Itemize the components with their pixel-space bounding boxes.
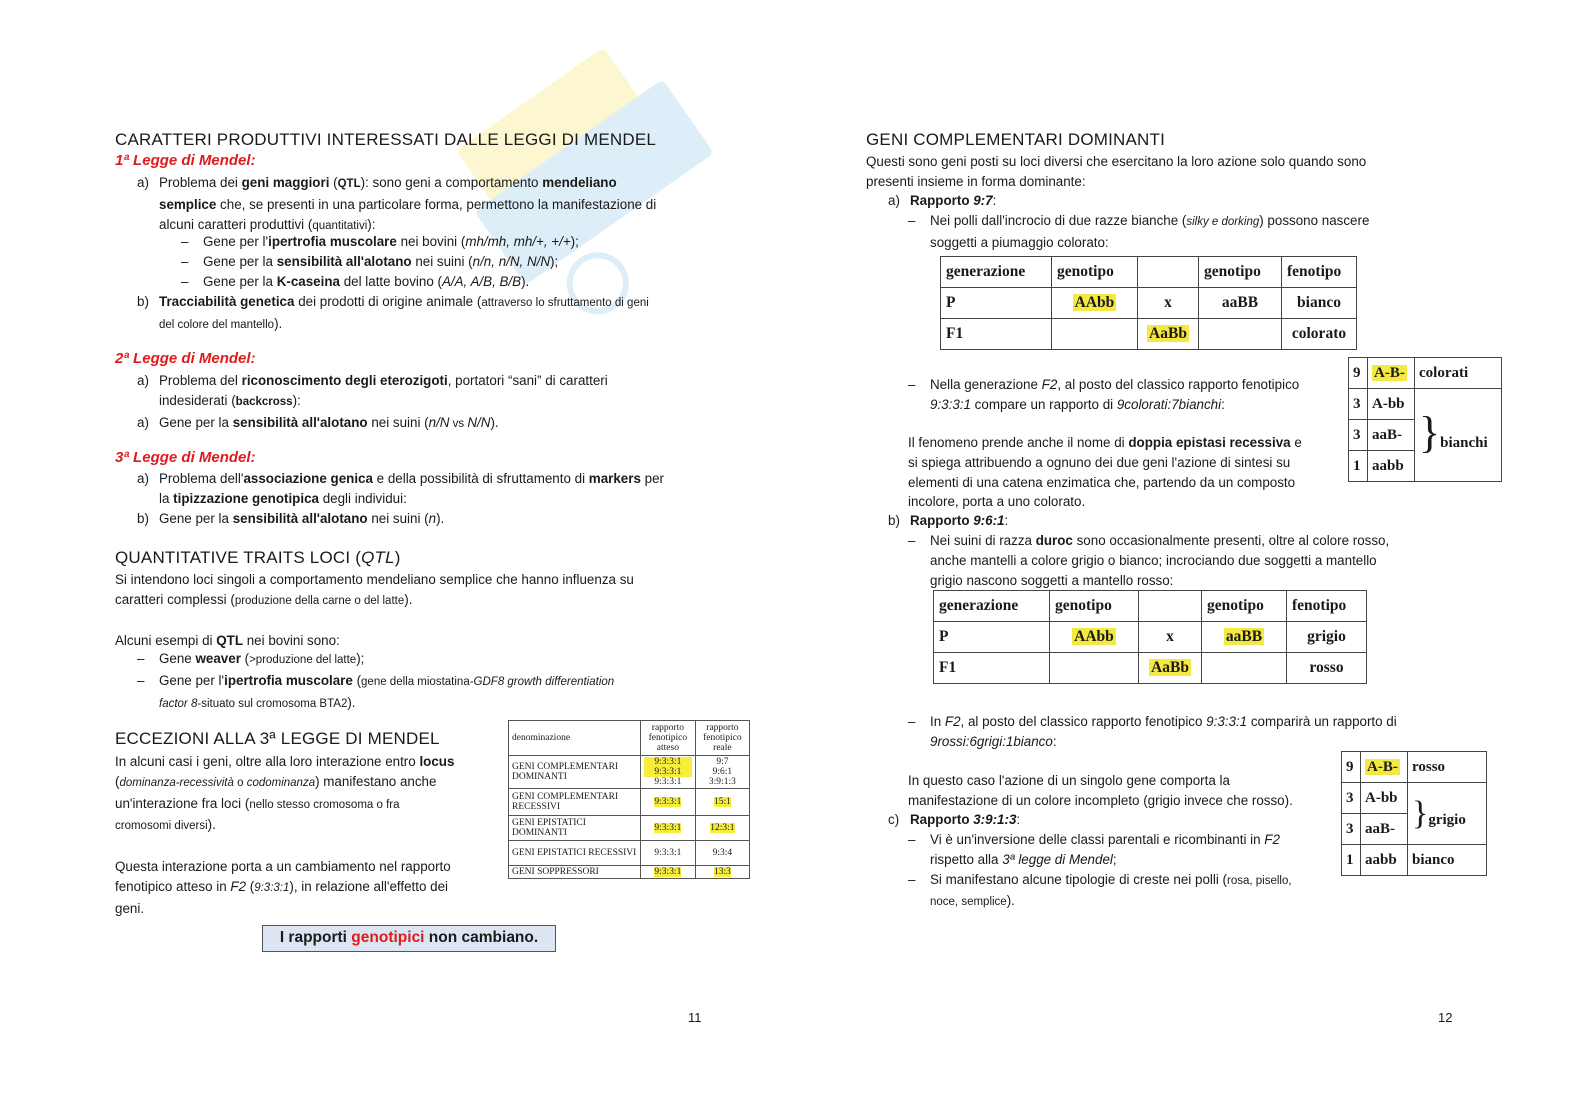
incomplete-color-paragraph: In questo caso l'azione di un singolo gene comporta la manifestazione di un colore incompleto (grigio invece che rosso). xyxy=(908,773,1293,808)
brace-icon: } xyxy=(1412,794,1429,832)
table-row: generazione genotipo genotipo fenotipo xyxy=(934,591,1367,622)
table-row: GENI COMPLEMENTARI DOMINANTI 9:3:3:1 9:3:3:1 9:3:3:1 9:7 9:6:1 3:9:1:3 xyxy=(509,756,750,789)
page-number-left: 11 xyxy=(688,1010,702,1025)
law1-item-a: a) Problema dei geni maggiori (QTL): sono geni a comportamento mendeliano semplice che, se presenti in una particolare forma, permettono la manifestazione di alcuni caratteri produttivi (quantitativi): xyxy=(137,175,657,232)
law1-heading: 1ª Legge di Mendel: xyxy=(115,152,256,169)
list-item: – Gene weaver (>produzione del latte); xyxy=(137,651,365,666)
section-a-f2-text: – Nella generazione F2, al posto del classico rapporto fenotipico 9:3:3:1 compare un rapporto di 9colorati:7bianchi: xyxy=(908,377,1300,412)
exceptions-table xyxy=(508,720,750,879)
table-row: F1 AaBb colorato xyxy=(941,319,1357,350)
qtl-list: – Gene weaver (>produzione del latte); – Gene per l'ipertrofia muscolare (gene della miostatina-GDF8 growth differentiation factor 8-situato sul cromosoma BTA2). xyxy=(137,649,717,714)
table-row: F1 AaBb rosso xyxy=(934,653,1367,684)
table-row: 9 A-B- colorati xyxy=(1349,358,1502,389)
list-item: – Gene per l'ipertrofia muscolare nei bovini (mh/mh, mh/+, +/+); xyxy=(181,234,579,249)
title-qtl: QUANTITATIVE TRAITS LOCI (QTL) xyxy=(115,548,401,567)
section-c: c) Rapporto 3:9:1:3: xyxy=(888,812,1021,827)
law2-items: a) Problema del riconoscimento degli eterozigoti, portatori “sani” di caratteri indesiderati (backcross): a) Gene per la sensibilità all'alotano nei suini (n/N vs N/N). xyxy=(137,373,608,430)
section-b: b) Rapporto 9:6:1: xyxy=(888,513,1009,528)
section-a-text: – Nei polli dall'incrocio di due razze bianche (silky e dorking) possono nascere soggetti a piumaggio colorato: xyxy=(908,213,1370,250)
table-row: 3 A-bb }bianchi xyxy=(1349,389,1502,420)
ratio-table-9-7 xyxy=(1348,357,1502,482)
table-row: GENI SOPPRESSORI 9:3:3:1 13:3 xyxy=(509,866,750,879)
law3-items: a) Problema dell'associazione genica e della possibilità di sfruttamento di markers per la tipizzazione genotipica degli individui: b) Gene per la sensibilità all'alotano nei suini (n). xyxy=(137,471,664,526)
cross-table-suini xyxy=(933,590,1367,684)
table-row: 9 A-B- rosso xyxy=(1342,752,1487,783)
list-item: – Gene per la K-caseina del latte bovino (A/A, A/B, B/B). xyxy=(181,273,530,289)
law2-heading: 2ª Legge di Mendel: xyxy=(115,350,256,367)
table-row: 1 aabb bianco xyxy=(1342,845,1487,876)
table-row: denominazione rapporto fenotipico atteso rapporto fenotipico reale xyxy=(509,721,750,756)
intro-paragraph: Questi sono geni posti su loci diversi che esercitano la loro azione solo quando sono presenti insieme in forma dominante: xyxy=(866,154,1367,189)
law1-gene-list xyxy=(181,232,721,291)
table-row: 3 A-bb }grigio xyxy=(1342,783,1487,814)
brace-icon: } xyxy=(1419,408,1441,457)
table-row: 1 aabb xyxy=(1349,451,1502,482)
section-a: a) Rapporto 9:7: xyxy=(888,193,997,208)
table-row: 3 aaB- xyxy=(1342,814,1487,845)
genotype-ratio-note-box: I rapporti genotipici non cambiano. xyxy=(262,925,556,952)
table-row: P AAbb x aaBB bianco xyxy=(941,288,1357,319)
list-item: – Gene per l'ipertrofia muscolare (gene della miostatina-GDF8 growth differentiation xyxy=(137,672,615,688)
table-row: P AAbb x aaBB grigio xyxy=(934,622,1367,653)
cross-table-polli xyxy=(940,256,1357,350)
qtl-paragraph: Si intendono loci singoli a comportamento mendeliano semplice che hanno influenza su caratteri complessi (produzione della carne o del latte). Alcuni esempi di QTL nei bovini sono: xyxy=(115,572,634,649)
section-c-text: – Vi è un'inversione delle classi parentali e ricombinanti in F2 rispetto alla 3ª legge di Mendel; – Si manifestano alcune tipologie di creste nei polli (rosa, pisello, noce, semplice). xyxy=(908,832,1292,909)
list-item: – Gene per la sensibilità all'alotano nei suini (n/n, n/N, N/N); xyxy=(181,253,559,269)
title-caratteri-produttivi: CARATTERI PRODUTTIVI INTERESSATI DALLE LEGGI DI MENDEL xyxy=(115,130,657,149)
section-b-f2-text: – In F2, al posto del classico rapporto fenotipico 9:3:3:1 comparirà un rapporto di 9rossi:6grigi:1bianco: xyxy=(908,714,1397,749)
table-row: generazione genotipo genotipo fenotipo xyxy=(941,257,1357,288)
epistasi-paragraph: Il fenomeno prende anche il nome di doppia epistasi recessiva e si spiega attribuendo a ognuno dei due geni l'azione di sintesi su elementi di una catena enzimatica che, partendo da un composto incolore, porta a uno colorato. xyxy=(908,435,1302,510)
page-number-right: 12 xyxy=(1438,1010,1453,1025)
table-row: GENI EPISTATICI DOMINANTI 9:3:3:1 12:3:1 xyxy=(509,816,750,841)
table-row: GENI EPISTATICI RECESSIVI 9:3:3:1 9:3:4 xyxy=(509,841,750,866)
section-b-text: – Nei suini di razza duroc sono occasionalmente presenti, oltre al colore rosso, anche mantelli a colore grigio o bianco; incrociando due soggetti a mantello grigio nascono soggetti a mantello rosso: xyxy=(908,533,1390,588)
table-row: 3 aaB- xyxy=(1349,420,1502,451)
title-geni-complementari: GENI COMPLEMENTARI DOMINANTI xyxy=(866,130,1166,149)
page-right xyxy=(790,0,1579,1116)
law3-heading: 3ª Legge di Mendel: xyxy=(115,449,256,466)
table-row: GENI COMPLEMENTARI RECESSIVI 9:3:3:1 15:1 xyxy=(509,789,750,816)
eccezioni-paragraph: In alcuni casi i geni, oltre alla loro interazione entro locus (dominanza-recessività o codominanza) manifestano anche un'interazione fra loci (nello stesso cromosoma o fra cromosomi diversi). Questa interazione porta a un cambiamento nel rapporto fenotipico atteso in F2 (9:3:3:1), in relazione all'effetto dei geni. xyxy=(115,754,455,916)
title-eccezioni: ECCEZIONI ALLA 3ª LEGGE DI MENDEL xyxy=(115,729,440,748)
law1-item-b: b) Tracciabilità genetica dei prodotti di origine animale (attraverso lo sfruttamento di geni del colore del mantello). xyxy=(137,294,649,331)
